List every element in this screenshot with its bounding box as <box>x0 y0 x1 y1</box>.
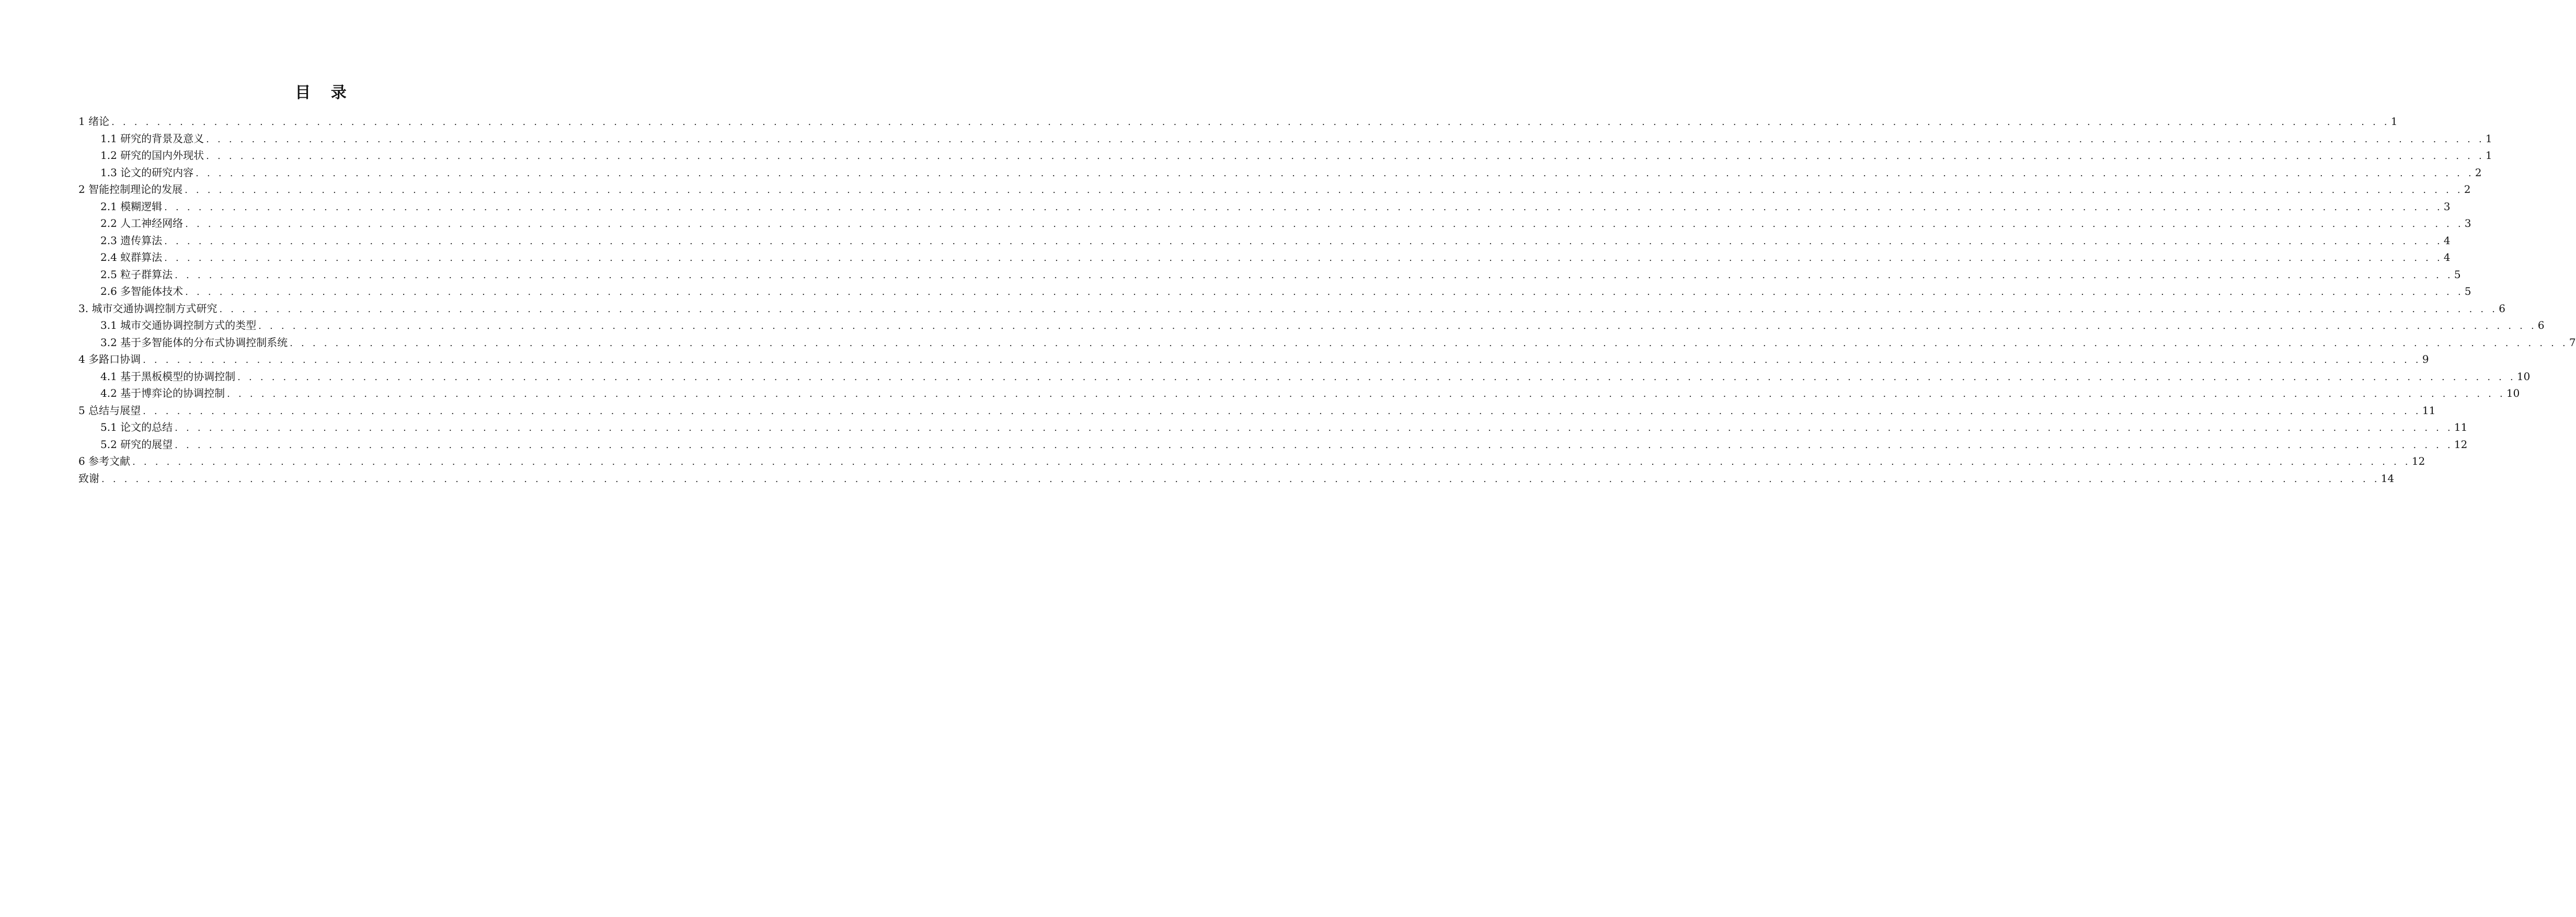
toc-page-number: 5 <box>2464 285 2471 297</box>
dot-leader: . . . . . . . . . . . . . . . . . . . . . . . . . . . . . . . . . . . . . . . . . . . . . . . . . . . . . . . . . . . . . . . . . . . . . . . . . . . . . . . . . . . . . . . . . . . . . . . . . . . . . . . . . . . . . . . . . . . . . . . . . . . . . . . . . . . . . . . . . . . . . . . . . . . . . . . . . . . . . . . . . . . . . . . . . . . . . . . . . . . . . . . . . . . . . . . . . . . . . . . . <box>206 151 2485 162</box>
dot-leader: . . . . . . . . . . . . . . . . . . . . . . . . . . . . . . . . . . . . . . . . . . . . . . . . . . . . . . . . . . . . . . . . . . . . . . . . . . . . . . . . . . . . . . . . . . . . . . . . . . . . . . . . . . . . . . . . . . . . . . . . . . . . . . . . . . . . . . . . . . . . . . . . . . . . . . . . . . . . . . . . . . . . . . . . . . . . . . . . . . . . . . . . . . . . . . . . . . . . . . . . <box>111 117 2390 128</box>
dot-leader: . . . . . . . . . . . . . . . . . . . . . . . . . . . . . . . . . . . . . . . . . . . . . . . . . . . . . . . . . . . . . . . . . . . . . . . . . . . . . . . . . . . . . . . . . . . . . . . . . . . . . . . . . . . . . . . . . . . . . . . . . . . . . . . . . . . . . . . . . . . . . . . . . . . . . . . . . . . . . . . . . . . . . . . . . . . . . . . . . . . . . . . . . . . . . . . . . . . . . . . . <box>185 219 2464 230</box>
toc-entry-title: 1.1 研究的背景及意义 <box>100 132 204 145</box>
toc-entry-title: 5 总结与展望 <box>78 404 141 417</box>
toc-page-number: 11 <box>2454 421 2468 433</box>
dot-leader: . . . . . . . . . . . . . . . . . . . . . . . . . . . . . . . . . . . . . . . . . . . . . . . . . . . . . . . . . . . . . . . . . . . . . . . . . . . . . . . . . . . . . . . . . . . . . . . . . . . . . . . . . . . . . . . . . . . . . . . . . . . . . . . . . . . . . . . . . . . . . . . . . . . . . . . . . . . . . . . . . . . . . . . . . . . . . . . . . . . . . . . . . . . . . . . . . . . . . . . . <box>175 422 2453 433</box>
dot-leader: . . . . . . . . . . . . . . . . . . . . . . . . . . . . . . . . . . . . . . . . . . . . . . . . . . . . . . . . . . . . . . . . . . . . . . . . . . . . . . . . . . . . . . . . . . . . . . . . . . . . . . . . . . . . . . . . . . . . . . . . . . . . . . . . . . . . . . . . . . . . . . . . . . . . . . . . . . . . . . . . . . . . . . . . . . . . . . . . . . . . . . . . . . . . . . . . . . . . . . . . <box>164 235 2443 247</box>
toc-entry[interactable] <box>78 113 2398 130</box>
dot-leader: . . . . . . . . . . . . . . . . . . . . . . . . . . . . . . . . . . . . . . . . . . . . . . . . . . . . . . . . . . . . . . . . . . . . . . . . . . . . . . . . . . . . . . . . . . . . . . . . . . . . . . . . . . . . . . . . . . . . . . . . . . . . . . . . . . . . . . . . . . . . . . . . . . . . . . . . . . . . . . . . . . . . . . . . . . . . . . . . . . . . . . . . . . . . . . . . . . . . . . . . <box>175 269 2453 281</box>
toc-entry-title: 5.2 研究的展望 <box>100 438 173 451</box>
toc-entry-title: 3.1 城市交通协调控制方式的类型 <box>100 319 257 331</box>
toc-entry-title: 2.3 遗传算法 <box>100 234 163 247</box>
toc-entry[interactable] <box>78 164 2482 181</box>
toc-entry[interactable] <box>78 181 2471 198</box>
toc-entry[interactable] <box>78 351 2429 368</box>
toc-entry[interactable] <box>78 402 2436 419</box>
dot-leader: . . . . . . . . . . . . . . . . . . . . . . . . . . . . . . . . . . . . . . . . . . . . . . . . . . . . . . . . . . . . . . . . . . . . . . . . . . . . . . . . . . . . . . . . . . . . . . . . . . . . . . . . . . . . . . . . . . . . . . . . . . . . . . . . . . . . . . . . . . . . . . . . . . . . . . . . . . . . . . . . . . . . . . . . . . . . . . . . . . . . . . . . . . . . . . . . . . . . . . . . <box>143 354 2421 365</box>
toc-entry-title: 2.5 粒子群算法 <box>100 268 173 281</box>
toc-page-number: 10 <box>2516 370 2531 383</box>
toc-entry[interactable] <box>78 300 2505 317</box>
dot-leader: . . . . . . . . . . . . . . . . . . . . . . . . . . . . . . . . . . . . . . . . . . . . . . . . . . . . . . . . . . . . . . . . . . . . . . . . . . . . . . . . . . . . . . . . . . . . . . . . . . . . . . . . . . . . . . . . . . . . . . . . . . . . . . . . . . . . . . . . . . . . . . . . . . . . . . . . . . . . . . . . . . . . . . . . . . . . . . . . . . . . . . . . . . . . . . . . . . . . . . . . <box>175 439 2453 451</box>
toc-entry[interactable] <box>78 470 2395 487</box>
toc-page-number: 9 <box>2422 353 2429 365</box>
toc-page-number: 12 <box>2454 438 2468 451</box>
toc-entry[interactable] <box>78 130 2492 147</box>
toc-entry-title: 3. 城市交通协调控制方式研究 <box>78 302 217 315</box>
toc-page-number: 12 <box>2411 455 2425 467</box>
toc-entry[interactable] <box>78 368 2531 385</box>
toc-page-number: 10 <box>2506 387 2520 399</box>
toc-page-number: 5 <box>2454 268 2461 281</box>
toc-entry[interactable] <box>78 453 2425 470</box>
toc-entry[interactable] <box>78 249 2451 266</box>
dot-leader: . . . . . . . . . . . . . . . . . . . . . . . . . . . . . . . . . . . . . . . . . . . . . . . . . . . . . . . . . . . . . . . . . . . . . . . . . . . . . . . . . . . . . . . . . . . . . . . . . . . . . . . . . . . . . . . . . . . . . . . . . . . . . . . . . . . . . . . . . . . . . . . . . . . . . . . . . . . . . . . . . . . . . . . . . . . . . . . . . . . . . . . . . . . . . . . . . . . . . . . . <box>237 371 2516 383</box>
toc-page-number: 14 <box>2380 472 2395 485</box>
toc-entry-title: 2.6 多智能体技术 <box>100 285 184 297</box>
toc-page-number: 3 <box>2443 200 2451 213</box>
toc-entry[interactable] <box>78 198 2451 215</box>
toc-page-number: 11 <box>2422 404 2436 417</box>
toc-entry-title: 1 绪论 <box>78 115 110 128</box>
toc-heading: 目 录 <box>295 84 354 102</box>
dot-leader: . . . . . . . . . . . . . . . . . . . . . . . . . . . . . . . . . . . . . . . . . . . . . . . . . . . . . . . . . . . . . . . . . . . . . . . . . . . . . . . . . . . . . . . . . . . . . . . . . . . . . . . . . . . . . . . . . . . . . . . . . . . . . . . . . . . . . . . . . . . . . . . . . . . . . . . . . . . . . . . . . . . . . . . . . . . . . . . . . . . . . . . . . . . . . . . . . . . . . . . . <box>227 388 2505 399</box>
toc-page-number: 4 <box>2443 234 2451 247</box>
toc-entry-title: 1.2 研究的国内外现状 <box>100 149 204 162</box>
toc-entry[interactable] <box>78 334 2576 351</box>
toc-entry-title: 2.1 模糊逻辑 <box>100 200 163 213</box>
toc-entry[interactable] <box>78 215 2471 232</box>
dot-leader: . . . . . . . . . . . . . . . . . . . . . . . . . . . . . . . . . . . . . . . . . . . . . . . . . . . . . . . . . . . . . . . . . . . . . . . . . . . . . . . . . . . . . . . . . . . . . . . . . . . . . . . . . . . . . . . . . . . . . . . . . . . . . . . . . . . . . . . . . . . . . . . . . . . . . . . . . . . . . . . . . . . . . . . . . . . . . . . . . . . . . . . . . . . . . . . . . . . . . . . . <box>185 286 2464 297</box>
toc-entry-title: 6 参考文献 <box>78 455 131 467</box>
toc-entry-title: 5.1 论文的总结 <box>100 421 173 433</box>
toc-entry-title: 4 多路口协调 <box>78 353 141 365</box>
toc-page-number: 4 <box>2443 251 2451 263</box>
toc-entry[interactable] <box>78 266 2461 283</box>
toc-entry[interactable] <box>78 385 2520 402</box>
dot-leader: . . . . . . . . . . . . . . . . . . . . . . . . . . . . . . . . . . . . . . . . . . . . . . . . . . . . . . . . . . . . . . . . . . . . . . . . . . . . . . . . . . . . . . . . . . . . . . . . . . . . . . . . . . . . . . . . . . . . . . . . . . . . . . . . . . . . . . . . . . . . . . . . . . . . . . . . . . . . . . . . . . . . . . . . . . . . . . . . . . . . . . . . . . . . . . . . . . . . . . . . <box>258 320 2537 331</box>
toc-entry-title: 致谢 <box>78 472 99 485</box>
toc-entry[interactable] <box>78 419 2468 436</box>
toc-entry-title: 4.1 基于黑板模型的协调控制 <box>100 370 236 383</box>
toc-page-number: 6 <box>2537 319 2545 331</box>
toc-page-number: 1 <box>2485 149 2492 162</box>
toc-page-number: 1 <box>2485 132 2492 145</box>
dot-leader: . . . . . . . . . . . . . . . . . . . . . . . . . . . . . . . . . . . . . . . . . . . . . . . . . . . . . . . . . . . . . . . . . . . . . . . . . . . . . . . . . . . . . . . . . . . . . . . . . . . . . . . . . . . . . . . . . . . . . . . . . . . . . . . . . . . . . . . . . . . . . . . . . . . . . . . . . . . . . . . . . . . . . . . . . . . . . . . . . . . . . . . . . . . . . . . . . . . . . . . . <box>132 456 2411 467</box>
toc-entry-title: 3.2 基于多智能体的分布式协调控制系统 <box>100 336 288 349</box>
dot-leader: . . . . . . . . . . . . . . . . . . . . . . . . . . . . . . . . . . . . . . . . . . . . . . . . . . . . . . . . . . . . . . . . . . . . . . . . . . . . . . . . . . . . . . . . . . . . . . . . . . . . . . . . . . . . . . . . . . . . . . . . . . . . . . . . . . . . . . . . . . . . . . . . . . . . . . . . . . . . . . . . . . . . . . . . . . . . . . . . . . . . . . . . . . . . . . . . . . . . . . . . <box>185 185 2463 196</box>
dot-leader: . . . . . . . . . . . . . . . . . . . . . . . . . . . . . . . . . . . . . . . . . . . . . . . . . . . . . . . . . . . . . . . . . . . . . . . . . . . . . . . . . . . . . . . . . . . . . . . . . . . . . . . . . . . . . . . . . . . . . . . . . . . . . . . . . . . . . . . . . . . . . . . . . . . . . . . . . . . . . . . . . . . . . . . . . . . . . . . . . . . . . . . . . . . . . . . . . . . . . . . . <box>196 167 2474 179</box>
toc-entry-title: 2 智能控制理论的发展 <box>78 183 183 196</box>
dot-leader: . . . . . . . . . . . . . . . . . . . . . . . . . . . . . . . . . . . . . . . . . . . . . . . . . . . . . . . . . . . . . . . . . . . . . . . . . . . . . . . . . . . . . . . . . . . . . . . . . . . . . . . . . . . . . . . . . . . . . . . . . . . . . . . . . . . . . . . . . . . . . . . . . . . . . . . . . . . . . . . . . . . . . . . . . . . . . . . . . . . . . . . . . . . . . . . . . . . . . . . . <box>101 473 2380 485</box>
dot-leader: . . . . . . . . . . . . . . . . . . . . . . . . . . . . . . . . . . . . . . . . . . . . . . . . . . . . . . . . . . . . . . . . . . . . . . . . . . . . . . . . . . . . . . . . . . . . . . . . . . . . . . . . . . . . . . . . . . . . . . . . . . . . . . . . . . . . . . . . . . . . . . . . . . . . . . . . . . . . . . . . . . . . . . . . . . . . . . . . . . . . . . . . . . . . . . . . . . . . . . . . <box>219 303 2498 315</box>
toc-page-number: 7 <box>2569 336 2576 349</box>
toc-page-number: 3 <box>2464 217 2471 230</box>
toc-entry-title: 1.3 论文的研究内容 <box>100 166 194 179</box>
table-of-contents <box>78 113 2576 487</box>
dot-leader: . . . . . . . . . . . . . . . . . . . . . . . . . . . . . . . . . . . . . . . . . . . . . . . . . . . . . . . . . . . . . . . . . . . . . . . . . . . . . . . . . . . . . . . . . . . . . . . . . . . . . . . . . . . . . . . . . . . . . . . . . . . . . . . . . . . . . . . . . . . . . . . . . . . . . . . . . . . . . . . . . . . . . . . . . . . . . . . . . . . . . . . . . . . . . . . . . . . . . . . . <box>206 133 2485 145</box>
toc-entry[interactable] <box>78 317 2545 334</box>
dot-leader: . . . . . . . . . . . . . . . . . . . . . . . . . . . . . . . . . . . . . . . . . . . . . . . . . . . . . . . . . . . . . . . . . . . . . . . . . . . . . . . . . . . . . . . . . . . . . . . . . . . . . . . . . . . . . . . . . . . . . . . . . . . . . . . . . . . . . . . . . . . . . . . . . . . . . . . . . . . . . . . . . . . . . . . . . . . . . . . . . . . . . . . . . . . . . . . . . . . . . . . . <box>290 337 2568 349</box>
dot-leader: . . . . . . . . . . . . . . . . . . . . . . . . . . . . . . . . . . . . . . . . . . . . . . . . . . . . . . . . . . . . . . . . . . . . . . . . . . . . . . . . . . . . . . . . . . . . . . . . . . . . . . . . . . . . . . . . . . . . . . . . . . . . . . . . . . . . . . . . . . . . . . . . . . . . . . . . . . . . . . . . . . . . . . . . . . . . . . . . . . . . . . . . . . . . . . . . . . . . . . . . <box>164 253 2443 263</box>
toc-page-number: 2 <box>2475 166 2482 179</box>
toc-page-number: 6 <box>2499 302 2505 315</box>
toc-entry[interactable] <box>78 232 2451 249</box>
toc-entry-title: 2.4 蚁群算法 <box>100 251 163 263</box>
toc-entry[interactable] <box>78 147 2492 164</box>
toc-entry[interactable] <box>78 436 2468 453</box>
dot-leader: . . . . . . . . . . . . . . . . . . . . . . . . . . . . . . . . . . . . . . . . . . . . . . . . . . . . . . . . . . . . . . . . . . . . . . . . . . . . . . . . . . . . . . . . . . . . . . . . . . . . . . . . . . . . . . . . . . . . . . . . . . . . . . . . . . . . . . . . . . . . . . . . . . . . . . . . . . . . . . . . . . . . . . . . . . . . . . . . . . . . . . . . . . . . . . . . . . . . . . . . <box>164 201 2443 213</box>
toc-entry-title: 4.2 基于博弈论的协调控制 <box>100 387 225 399</box>
toc-entry[interactable] <box>78 283 2471 300</box>
toc-page-number: 1 <box>2390 115 2398 128</box>
dot-leader: . . . . . . . . . . . . . . . . . . . . . . . . . . . . . . . . . . . . . . . . . . . . . . . . . . . . . . . . . . . . . . . . . . . . . . . . . . . . . . . . . . . . . . . . . . . . . . . . . . . . . . . . . . . . . . . . . . . . . . . . . . . . . . . . . . . . . . . . . . . . . . . . . . . . . . . . . . . . . . . . . . . . . . . . . . . . . . . . . . . . . . . . . . . . . . . . . . . . . . . . <box>143 405 2421 417</box>
toc-page-number: 2 <box>2464 183 2471 196</box>
toc-entry-title: 2.2 人工神经网络 <box>100 217 184 230</box>
